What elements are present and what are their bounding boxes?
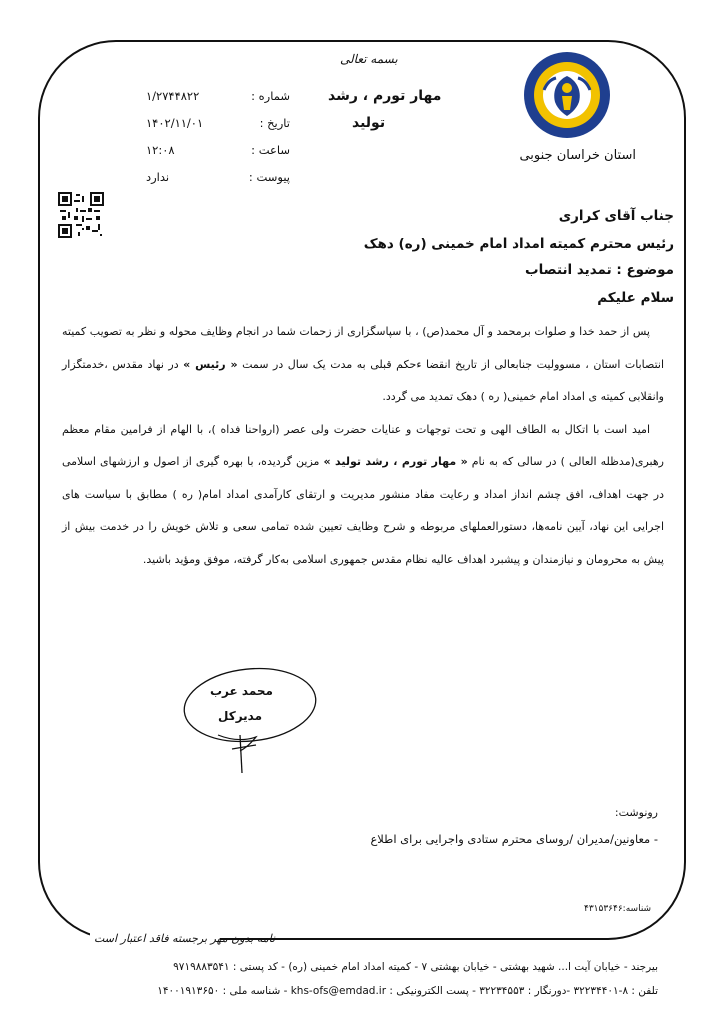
number-value: ۱/۲۷۴۴۸۲۲ <box>146 88 200 103</box>
p1-position-title: « رئیس » <box>183 357 238 371</box>
time-value: ۱۲:۰۸ <box>146 142 175 157</box>
p2-text-end: مزین گردیده، با بهره گیری از اصول و ارزشهای اسلامی در جهت اهداف، افق چشم انداز امداد و رعایت مفاد منشور مدیریت و ارتقای کارآمدی امداد امام( ره ) مطابق با سیاست های اجرایی این نهاد، آیین نامه‌ها، دستورالعملهای مربوطه و شرح وظایف تعیین شده تمامی سعی و تلاش خویش را در خدمت بیش از پیش به محرومان و نیازمندان و پیشبرد اهداف عالیه نظام مقدس جمهوری اسلامی به‌کار گرفته، موفق ومؤید باشید. <box>62 455 664 566</box>
letter-subject: موضوع : تمدید انتصاب <box>525 262 674 278</box>
province-name: استان خراسان جنوبی <box>519 148 636 163</box>
footer-address: بیرجند - خیابان آیت ا... شهید بهشتی - خیابان بهشتی ۷ - کمیته امداد امام خمینی (ره) - کد پستی : ۹۷۱۹۸۸۳۵۴۱ <box>173 961 658 973</box>
validity-note: نامه بدون مهر برجسته فاقد اعتبار است <box>94 932 276 945</box>
p2-year-slogan: « مهار تورم ، رشد تولید » <box>323 455 468 468</box>
cc-recipients: - معاونین/مدیران /روسای محترم ستادی واجرایی برای اطلاع <box>370 832 658 846</box>
body-paragraph-1 <box>62 316 664 414</box>
tracking-id: شناسه:۴۳۱۵۳۶۴۶ <box>584 904 652 914</box>
year-slogan-line2: تولید <box>352 115 386 131</box>
meta-time-row <box>140 136 290 163</box>
meta-number-row <box>140 82 290 109</box>
greeting: سلام علیکم <box>597 290 674 306</box>
attachment-value: ندارد <box>146 169 170 184</box>
imam-khomeini-relief-committee-logo <box>522 50 612 140</box>
body-paragraph-2 <box>62 414 664 577</box>
date-label: تاریخ : <box>259 115 290 130</box>
p1-text-start: پس از حمد خدا و صلوات برمحمد و آل محمد(ص) ، با سپاسگزاری از زحمات شما در انجام وظایف محوله و نظر به تصویب کمیته انتصابات استان ، مسوولیت جنابعالی از تاریخ انقضا ءحکم قبلی به مدت یک سال در سمت <box>62 325 665 371</box>
letter-meta <box>140 82 290 190</box>
p1-text-end: در نهاد مقدس ،خدمتگزار وانقلابی کمیته ی امداد امام خمینی( ره ) دهک تمدید می گردد. <box>62 357 664 403</box>
year-slogan-line1: مهار تورم ، رشد <box>328 88 442 104</box>
attachment-label: پیوست : <box>248 169 290 184</box>
p2-text-start: امید است با اتکال به الطاف الهی و تحت توجهات و عنایات حضرت ولی عصر (ارواحنا فداه )، با الهام از فرامین مقام معظم رهبری(مدظله العالی ) در سالی که به نام <box>62 422 664 468</box>
recipient-name: جناب آقای کراری <box>558 208 674 224</box>
bismillah-heading: بسمه تعالی <box>340 52 398 66</box>
letter-body <box>62 316 664 576</box>
number-label: شماره : <box>251 88 290 103</box>
meta-date-row <box>140 109 290 136</box>
cc-label: رونوشت: <box>614 806 658 819</box>
signatory-name: محمد عرب <box>210 684 273 698</box>
meta-attachment-row <box>140 163 290 190</box>
recipient-position: رئیس محترم کمیته امداد امام خمینی (ره) دهک <box>363 236 674 252</box>
date-value: ۱۴۰۲/۱۱/۰۱ <box>146 115 204 130</box>
footer-contact: تلفن : ۸-۳۲۲۳۴۴۰۱ -دورنگار : ۳۲۲۳۴۵۵۳ - پست الکترونیکی : khs-ofs@emdad.ir - شناسه ملی : ۱۴۰۰۱۹۱۳۶۵۰ <box>157 985 658 997</box>
signatory-title: مدیرکل <box>218 709 263 723</box>
time-label: ساعت : <box>251 142 290 157</box>
